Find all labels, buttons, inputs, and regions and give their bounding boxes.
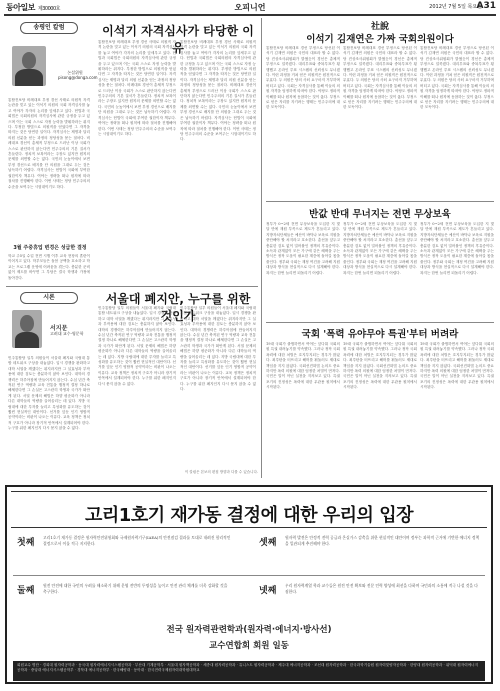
editorial3-body-part2: 19대 국회가 출범하면서 여야는 앞다퉈 국회의원 특권 내려놓기를 약속했다. 그러나 정작 국회 폭력에 대한 처벌은 흐지부지되는 경우가 많았다. 최루탄을 터뜨리고 해머를 휘둘러도 제대로 책임을 지지 않았다. 국회선진화법 논의도 중요하지만 폭력 의원에 대한 엄정한 처벌이 먼저다. 국민은 말이 아닌 실천을 지켜보고 있다. 특권 포기의 진정성은 폭력에 대한 무관용 원칙에서 시작된다.	[343, 342, 417, 390]
ad-title: 고리1호기 재가동 결정에 대한 우리의 입장	[85, 505, 413, 526]
editorial2-body-part1: 정부가 0~2세 전면 무상보육을 도입한 지 몇 달 만에 재원 부족으로 제도가 흔들리고 있다. 지방자치단체들은 예산이 바닥나 보육료 지원을 중단해야 할 처지라고 호소한다. 총선을 앞두고 충분한 검토 없이 밀어붙인 정책의 후유증이다. 소득과 관계없이 모든 가구에 같은 혜택을 주는 방식은 정작 도움이 필요한 계층에 돌아갈 몫을 줄인다. 정부와 국회는 재정 여건을 고려해 지원 대상과 방식을 현실적으로 다시 설계해야 한다. 복지는 한번 늘리면 되돌리기 어렵다.	[266, 222, 340, 275]
author-photo	[12, 46, 46, 86]
editorial1-body-part3: 통합진보당 비례대표 경선 부정으로 당선된 이석기 김재연 의원은 국민의 대표라 할 수 없다. 당 진상조사위원회가 밝혔듯이 경선은 총체적 부정으로 얼룩졌다. 대리투표와 중복투표가 횡행했고 온라인 투표 시스템의 신뢰성도 무너졌다. 이런 과정을 거쳐 얻은 의원직은 원천적으로 무효다. 두 의원은 당의 사퇴 요구마저 거부하며 버티고 있다. 국회는 자격심사를 통해 이들의 의원 자격을 엄정하게 따져야 한다. 야당도 정파적 이해를 떠나 원칙에 동참하는 것이 옳다. 부정으로 얻은 자리를 지키려는 행태는 민주주의에 대한 모독이다.	[420, 46, 494, 110]
issue-number: 제30000호	[37, 6, 60, 12]
masthead-rule	[4, 14, 496, 16]
author2-name: 서지문	[50, 325, 68, 332]
ad-item-label: 넷째	[259, 586, 277, 596]
editorial2-body-part2: 정부가 0~2세 전면 무상보육을 도입한 지 몇 달 만에 재원 부족으로 제도가 흔들리고 있다. 지방자치단체들은 예산이 바닥나 보육료 지원을 중단해야 할 처지라고 호소한다. 총선을 앞두고 충분한 검토 없이 밀어붙인 정책의 후유증이다. 소득과 관계없이 모든 가구에 같은 혜택을 주는 방식은 정작 도움이 필요한 계층에 돌아갈 몫을 줄인다. 정부와 국회는 재정 여건을 고려해 지원 대상과 방식을 현실적으로 다시 설계해야 한다. 복지는 한번 늘리면 되돌리기 어렵다.	[343, 222, 417, 275]
author-email: pisong@donga.com	[58, 75, 98, 80]
ad-item-label: 셋째	[259, 538, 277, 548]
ad-signature-line2: 교수연합회 회원 일동	[209, 641, 289, 651]
editorial1-body-part2: 통합진보당 비례대표 경선 부정으로 당선된 이석기 김재연 의원은 국민의 대표라 할 수 없다. 당 진상조사위원회가 밝혔듯이 경선은 총체적 부정으로 얼룩졌다. 대리투표와 중복투표가 횡행했고 온라인 투표 시스템의 신뢰성도 무너졌다. 이런 과정을 거쳐 얻은 의원직은 원천적으로 무효다. 두 의원은 당의 사퇴 요구마저 거부하며 버티고 있다. 국회는 자격심사를 통해 이들의 의원 자격을 엄정하게 따져야 한다. 야당도 정파적 이해를 떠나 원칙에 동참하는 것이 옳다. 부정으로 얻은 자리를 지키려는 행태는 민주주의에 대한 모독이다.	[343, 46, 417, 110]
column1-body-part1: 통합진보당 비례대표 부정 경선 사태로 의원직 자격 논란을 빚고 있는 이석기 의원의 국회 자격심사를 놓고 여야가 각자의 논리를 앞세우고 있다. 헌법과 국회법은 국회의원의 자격심사에 관한 규정을 두고 있으며 이는 국회 스스로 자정 능력을 발휘하라는 취지다. 부정한 방법으로 의원직을 얻었다면 그 자격을 따지는 것은 당연한 일이다. 자격심사는 제명과 달리 의원 신분을 얻는 과정의 정당성을 묻는 절차다. 비례대표 경선이 총체적 부정으로 드러난 이상 국회가 스스로 판단하지 않는다면 민주주의의 기본 질서가 흔들린다. 정치적 보복이라는 주장도 있지만 원칙의 문제를 외면할 수는 없다. 국민의 눈높이에서 보면 부정 경선으로 배지를 단 의원을 그대로 두는 것은 납득하기 어렵다. 자격심사는 헌법이 국회에 부여한 권한이자 책무다. 여야는 정략을 떠나 원칙에 따라 절차를 진행해야 한다. 이번 사태는 정당 민주주의의 수준을 보여주는 시험대이기도 하다.	[8, 98, 90, 189]
editorial1-headline: 이석기 김재연은 가짜 국회의원이다	[306, 34, 454, 45]
column-label: 송평인 칼럼	[20, 22, 78, 34]
ad-top-rule	[11, 491, 487, 492]
column1-headline: 이석기 자격심사가 타당한 이유	[102, 24, 254, 55]
editorial2-headline: 반값 반대 무너지는 전면 무상보육	[309, 209, 451, 220]
column2-body-part1: 민주통합당 일부 의원들이 서울대 폐지와 국립대 통합 네트워크 구상을 내놓았다. 입시 경쟁을 완화하고 대학 서열을 깨겠다는 취지라지만 그 실효성과 부작용에 대한 검토는 충분하지 않아 보인다. 대학의 경쟁력은 하루아침에 만들어지지 않는다. 수십 년간 축적된 연구 역량과 교육 전통을 행정적 결정 하나로 해체한다면 그 손실은 고스란히 학생과 국가가 떠안게 된다. 서열 문제의 해법은 하향 평준화가 아니라 다른 대학들의 역량을 끌어올리는 데 있다. 지방 국립대에 대한 투자를 늘리고 특성화를 유도하는 것이 훨씬 현실적인 대안이다. 선거를 앞둔 인기 영합적 공약이라는 비판이 나오는 이유다. 교육 정책은 정치적 구호가 아니라 장기적 안목에서 설계되어야 한다. 누구를 위한 폐지인지 다시 묻지 않을 수 없다.	[8, 356, 90, 431]
column2-body-part2: 민주통합당 일부 의원들이 서울대 폐지와 국립대 통합 네트워크 구상을 내놓았다. 입시 경쟁을 완화하고 대학 서열을 깨겠다는 취지라지만 그 실효성과 부작용에 대한 검토는 충분하지 않아 보인다. 대학의 경쟁력은 하루아침에 만들어지지 않는다. 수십 년간 축적된 연구 역량과 교육 전통을 행정적 결정 하나로 해체한다면 그 손실은 고스란히 학생과 국가가 떠안게 된다. 서열 문제의 해법은 하향 평준화가 아니라 다른 대학들의 역량을 끌어올리는 데 있다. 지방 국립대에 대한 투자를 늘리고 특성화를 유도하는 것이 훨씬 현실적인 대안이다. 선거를 앞둔 인기 영합적 공약이라는 비판이 나오는 이유다. 교육 정책은 정치적 구호가 아니라 장기적 안목에서 설계되어야 한다. 누구를 위한 폐지인지 다시 묻지 않을 수 없다.	[98, 306, 176, 386]
author-caption	[58, 70, 98, 80]
column1-body-part2: 통합진보당 비례대표 부정 경선 사태로 의원직 자격 논란을 빚고 있는 이석기 의원의 국회 자격심사를 놓고 여야가 각자의 논리를 앞세우고 있다. 헌법과 국회법은 국회의원의 자격심사에 관한 규정을 두고 있으며 이는 국회 스스로 자정 능력을 발휘하라는 취지다. 부정한 방법으로 의원직을 얻었다면 그 자격을 따지는 것은 당연한 일이다. 자격심사는 제명과 달리 의원 신분을 얻는 과정의 정당성을 묻는 절차다. 비례대표 경선이 총체적 부정으로 드러난 이상 국회가 스스로 판단하지 않는다면 민주주의의 기본 질서가 흔들린다. 정치적 보복이라는 주장도 있지만 원칙의 문제를 외면할 수는 없다. 국민의 눈높이에서 보면 부정 경선으로 배지를 단 의원을 그대로 두는 것은 납득하기 어렵다. 자격심사는 헌법이 국회에 부여한 권한이자 책무다. 여야는 정략을 떠나 원칙에 따라 절차를 진행해야 한다. 이번 사태는 정당 민주주의의 수준을 보여주는 시험대이기도 하다.	[98, 40, 176, 136]
editorial-divider-1	[266, 201, 494, 202]
column2-footer: 이 칼럼은 본보의 편집 방향과 다를 수 있습니다.	[184, 470, 258, 474]
author-role: 논설위원	[67, 70, 83, 75]
ad-item-text: 고리1호기 재가동 결정은 원자력안전위원회와 국제원자력기구(IAEA)의 안전점검 결과를 토대로 내려진 합리적인 결정으로서 이를 적극 지지한다.	[43, 535, 231, 546]
author2-caption	[50, 326, 94, 336]
author2-role: 고려대 교수·영문학	[50, 331, 84, 336]
ad-item-label: 첫째	[17, 538, 35, 548]
editorial-section-label: 社說	[370, 22, 389, 32]
column2-body-part3: 민주통합당 일부 의원들이 서울대 폐지와 국립대 통합 네트워크 구상을 내놓았다. 입시 경쟁을 완화하고 대학 서열을 깨겠다는 취지라지만 그 실효성과 부작용에 대한 검토는 충분하지 않아 보인다. 대학의 경쟁력은 하루아침에 만들어지지 않는다. 수십 년간 축적된 연구 역량과 교육 전통을 행정적 결정 하나로 해체한다면 그 손실은 고스란히 학생과 국가가 떠안게 된다. 서열 문제의 해법은 하향 평준화가 아니라 다른 대학들의 역량을 끌어올리는 데 있다. 지방 국립대에 대한 투자를 늘리고 특성화를 유도하는 것이 훨씬 현실적인 대안이다. 선거를 앞둔 인기 영합적 공약이라는 비판이 나오는 이유다. 교육 정책은 정치적 구호가 아니라 장기적 안목에서 설계되어야 한다. 누구를 위한 폐지인지 다시 묻지 않을 수 없다.	[180, 306, 256, 392]
ad-title-rule	[11, 527, 487, 528]
editorial3-body-part1: 19대 국회가 출범하면서 여야는 앞다퉈 국회의원 특권 내려놓기를 약속했다. 그러나 정작 국회 폭력에 대한 처벌은 흐지부지되는 경우가 많았다. 최루탄을 터뜨리고 해머를 휘둘러도 제대로 책임을 지지 않았다. 국회선진화법 논의도 중요하지만 폭력 의원에 대한 엄정한 처벌이 먼저다. 국민은 말이 아닌 실천을 지켜보고 있다. 특권 포기의 진정성은 폭력에 대한 무관용 원칙에서 시작된다.	[266, 342, 340, 390]
issue-date: 2012년 7월 5일 목요일	[429, 4, 482, 10]
author2-photo	[12, 310, 42, 348]
editorial3-body-part3: 19대 국회가 출범하면서 여야는 앞다퉈 국회의원 특권 내려놓기를 약속했다. 그러나 정작 국회 폭력에 대한 처벌은 흐지부지되는 경우가 많았다. 최루탄을 터뜨리고 해머를 휘둘러도 제대로 책임을 지지 않았다. 국회선진화법 논의도 중요하지만 폭력 의원에 대한 엄정한 처벌이 먼저다. 국민은 말이 아닌 실천을 지켜보고 있다. 특권 포기의 진정성은 폭력에 대한 무관용 원칙에서 시작된다.	[420, 342, 494, 390]
ad-item-text: 우리 원자력계열 학과 교수들은 원전 안전 확보와 전문 인력 양성에 최선을 다하며 국민과의 소통에 적극 나설 것을 다짐한다.	[285, 583, 478, 594]
ad-item-label: 둘째	[17, 586, 35, 596]
ad-signature: 전국 원자력관련학과(원자력·에너지·방사선)	[166, 625, 332, 635]
ad-item-text: 원전 안전에 대한 국민의 우려를 해소하기 위해 운영 전반의 투명성을 높이고 안전 관리 체계를 더욱 강화할 것을 촉구한다.	[43, 583, 228, 594]
page-number: A31	[476, 1, 496, 11]
side-box-title: 3월 주중휴업 변경은 성급한 결정	[13, 245, 87, 251]
paper-name: 동아일보	[6, 3, 35, 12]
ad-item-text: 원자력 발전은 안정적 전력 공급과 온실가스 감축을 위한 현실적인 대안이며 정부는 과학적 근거에 기반한 에너지 정책을 일관되게 추진해야 한다.	[285, 535, 480, 546]
ad-member-list: 회원교수 명단 - 경희대 원자력공학과 · 동국대 원자력에너지시스템공학과 · 부산대 기계공학부 · 서울대 원자핵공학과 · 세종대 원자력공학과 · 유니스트 원자력공학과 · 제주대 에너지공학과 · 조선대 원자력공학과 · 한국과학기술원 원자력및양자공학과 · 한양대 원자력공학과 · 위덕대 원자력에너지공학과 · 중앙대 에너지시스템공학부 · 경북대 에너지공학부 · 한국해양대 · 동아대 · 한국전력국제원자력대학원대학교	[13, 661, 485, 681]
side-box-body: 학교 주5일 수업 전면 시행 이후 교육 현장의 혼란이 이어지고 있다. 학부모들은 돌봄 공백을 호소하고 학교는 프로그램 운영에 어려움을 겪는다. 충분한 준비 없이 제도를 바꾸면 그 부담은 결국 학생과 가정에 돌아간다.	[8, 254, 90, 280]
editorial2-body-part3: 정부가 0~2세 전면 무상보육을 도입한 지 몇 달 만에 재원 부족으로 제도가 흔들리고 있다. 지방자치단체들은 예산이 바닥나 보육료 지원을 중단해야 할 처지라고 호소한다. 총선을 앞두고 충분한 검토 없이 밀어붙인 정책의 후유증이다. 소득과 관계없이 모든 가구에 같은 혜택을 주는 방식은 정작 도움이 필요한 계층에 돌아갈 몫을 줄인다. 정부와 국회는 재정 여건을 고려해 지원 대상과 방식을 현실적으로 다시 설계해야 한다. 복지는 한번 늘리면 되돌리기 어렵다.	[420, 222, 494, 275]
editorial3-headline: 국회 '폭력 유야무야 특권'부터 버려라	[301, 329, 459, 340]
editorial1-body-part1: 통합진보당 비례대표 경선 부정으로 당선된 이석기 김재연 의원은 국민의 대표라 할 수 없다. 당 진상조사위원회가 밝혔듯이 경선은 총체적 부정으로 얼룩졌다. 대리투표와 중복투표가 횡행했고 온라인 투표 시스템의 신뢰성도 무너졌다. 이런 과정을 거쳐 얻은 의원직은 원천적으로 무효다. 두 의원은 당의 사퇴 요구마저 거부하며 버티고 있다. 국회는 자격심사를 통해 이들의 의원 자격을 엄정하게 따져야 한다. 야당도 정파적 이해를 떠나 원칙에 동참하는 것이 옳다. 부정으로 얻은 자리를 지키려는 행태는 민주주의에 대한 모독이다.	[266, 46, 340, 110]
column2-label: 시론	[20, 292, 78, 304]
section-title: 오피니언	[234, 3, 266, 12]
column1-body-part3: 통합진보당 비례대표 부정 경선 사태로 의원직 자격 논란을 빚고 있는 이석기 의원의 국회 자격심사를 놓고 여야가 각자의 논리를 앞세우고 있다. 헌법과 국회법은 국회의원의 자격심사에 관한 규정을 두고 있으며 이는 국회 스스로 자정 능력을 발휘하라는 취지다. 부정한 방법으로 의원직을 얻었다면 그 자격을 따지는 것은 당연한 일이다. 자격심사는 제명과 달리 의원 신분을 얻는 과정의 정당성을 묻는 절차다. 비례대표 경선이 총체적 부정으로 드러난 이상 국회가 스스로 판단하지 않는다면 민주주의의 기본 질서가 흔들린다. 정치적 보복이라는 주장도 있지만 원칙의 문제를 외면할 수는 없다. 국민의 눈높이에서 보면 부정 경선으로 배지를 단 의원을 그대로 두는 것은 납득하기 어렵다. 자격심사는 헌법이 국회에 부여한 권한이자 책무다. 여야는 정략을 떠나 원칙에 따라 절차를 진행해야 한다. 이번 사태는 정당 민주주의의 수준을 보여주는 시험대이기도 하다.	[180, 40, 256, 142]
vertical-divider	[261, 18, 262, 478]
editorial-divider-2	[266, 322, 494, 323]
ad-mid-rule	[13, 575, 485, 576]
column-divider	[6, 286, 258, 287]
advertisement	[5, 485, 493, 684]
column2-headline: 서울대 폐지안, 누구를 위한 것인가	[105, 292, 251, 323]
